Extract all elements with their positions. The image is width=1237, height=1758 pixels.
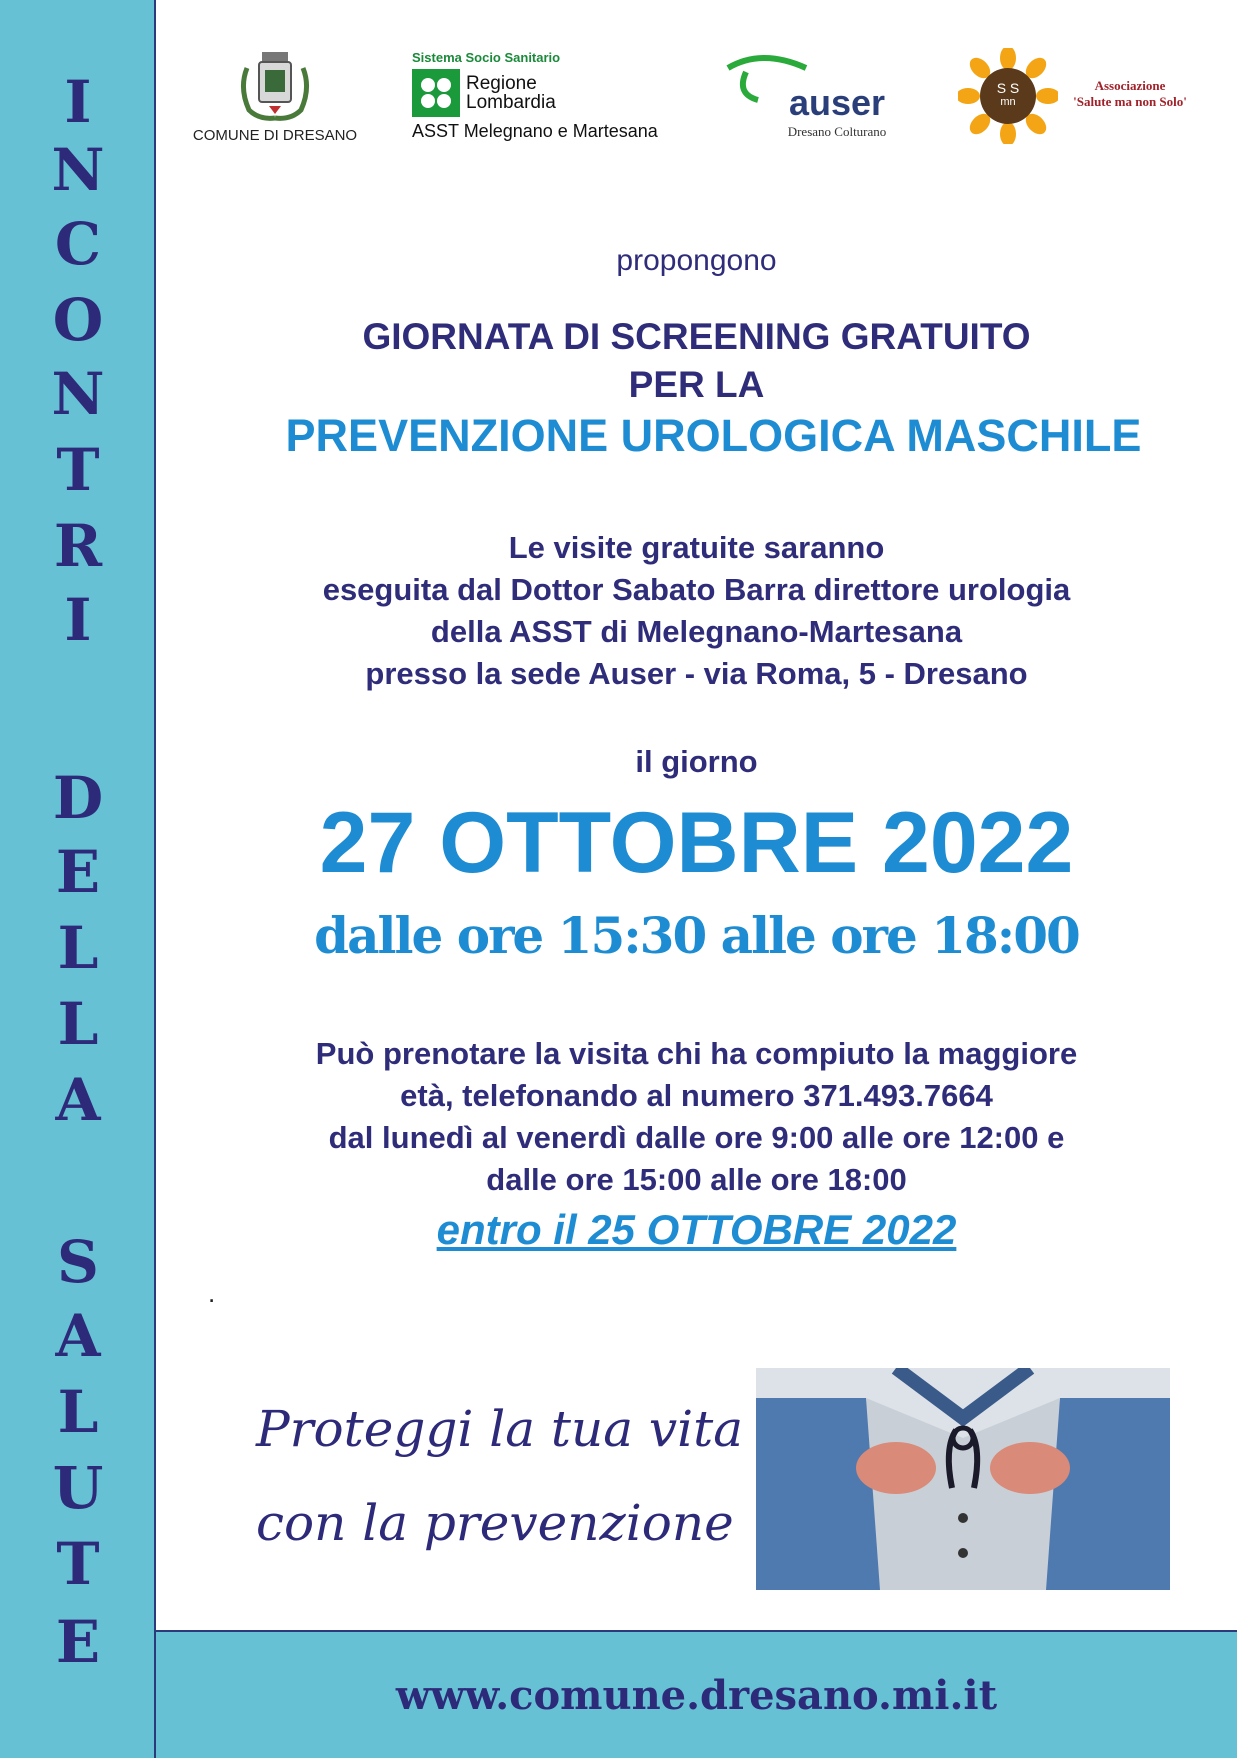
sidebar-letter: I: [64, 586, 92, 654]
sidebar-letter: N: [51, 360, 105, 428]
title-line1: GIORNATA DI SCREENING GRATUITO: [362, 316, 1031, 357]
booking-deadline: entro il 25 OTTOBRE 2022: [436, 1206, 957, 1253]
regione-subtitle: Sistema Socio Sanitario: [412, 50, 561, 65]
sidebar-letter: E: [55, 838, 101, 906]
sidebar-letter: O: [52, 286, 104, 354]
visit-line1: Le visite gratuite saranno: [508, 530, 885, 565]
il-giorno-text: il giorno: [635, 744, 758, 779]
awareness-ribbon-icon: [756, 1368, 1170, 1590]
association-line1: Associazione: [1094, 78, 1166, 93]
sidebar-letter: A: [55, 1066, 101, 1134]
regione-lombardia-logo: [412, 50, 712, 142]
event-hours: dalle ore 15:30 alle ore 18:00: [314, 906, 1079, 965]
visit-line2: eseguita dal Dottor Sabato Barra direttore urologia: [322, 572, 1071, 607]
website-link[interactable]: www.comune.dresano.mi.it: [395, 1672, 998, 1719]
sidebar-letter: R: [53, 512, 103, 580]
visit-line3: della ASST di Melegnano-Martesana: [430, 614, 963, 649]
sidebar-letter: S: [57, 1228, 99, 1296]
visit-line4: presso la sede Auser - via Roma, 5 - Dresano: [365, 656, 1028, 691]
auser-subtitle: Dresano Colturano: [787, 124, 887, 139]
sunflower-letters-top: S S: [996, 80, 1020, 96]
slogan-line2: con la prevenzione: [256, 1494, 734, 1552]
association-line2: 'Salute ma non Solo': [1073, 94, 1187, 109]
sidebar-letter: C: [54, 210, 102, 278]
propongono-text: propongono: [616, 244, 777, 277]
regione-line2: Lombardia: [466, 92, 556, 113]
left-sidebar-banner: [0, 0, 156, 1758]
sidebar-letter: T: [56, 436, 100, 504]
booking-line3: dal lunedì al venerdì dalle ore 9:00 alle ore 12:00 e: [328, 1120, 1065, 1155]
sidebar-letter: U: [52, 1454, 104, 1522]
sidebar-letter: N: [51, 136, 105, 204]
comune-label: COMUNE DI DRESANO: [192, 127, 358, 144]
sidebar-letter: L: [57, 990, 99, 1058]
event-date: 27 OTTOBRE 2022: [319, 795, 1074, 891]
association-label: [1060, 78, 1200, 110]
sidebar-letter: I: [64, 68, 92, 136]
title-line3: PREVENZIONE UROLOGICA MASCHILE: [285, 410, 1142, 461]
footer-banner: [156, 1630, 1237, 1758]
comune-logo: [180, 48, 370, 144]
sidebar-letter: D: [52, 764, 104, 832]
sidebar-letter: E: [55, 1608, 101, 1676]
lombardia-rose-icon: [412, 69, 460, 117]
sidebar-letter: T: [56, 1530, 100, 1598]
sunflower-logo: [958, 48, 1058, 144]
slogan-line1: Proteggi la tua vita: [256, 1400, 744, 1458]
booking-line4: dalle ore 15:00 alle ore 18:00: [486, 1162, 907, 1197]
sunflower-letters-bottom: mn: [1000, 96, 1016, 108]
booking-line2: età, telefonando al numero 371.493.7664: [400, 1078, 993, 1113]
coat-of-arms-icon: [235, 48, 315, 122]
stray-dot: .: [208, 1278, 216, 1308]
auser-swoosh-icon: [722, 54, 812, 104]
title-line2: PER LA: [628, 364, 765, 405]
booking-line1: Può prenotare la visita chi ha compiuto la maggiore: [315, 1036, 1078, 1071]
regione-line1: Regione: [466, 73, 537, 94]
sidebar-letter: L: [57, 1378, 99, 1446]
sidebar-letter: A: [55, 1302, 101, 1370]
ribbon-illustration: [756, 1368, 1170, 1590]
asst-label: ASST Melegnano e Martesana: [412, 121, 658, 141]
sidebar-letter: L: [57, 914, 99, 982]
auser-logo: [722, 54, 912, 140]
auser-wordmark: auser: [788, 82, 886, 123]
